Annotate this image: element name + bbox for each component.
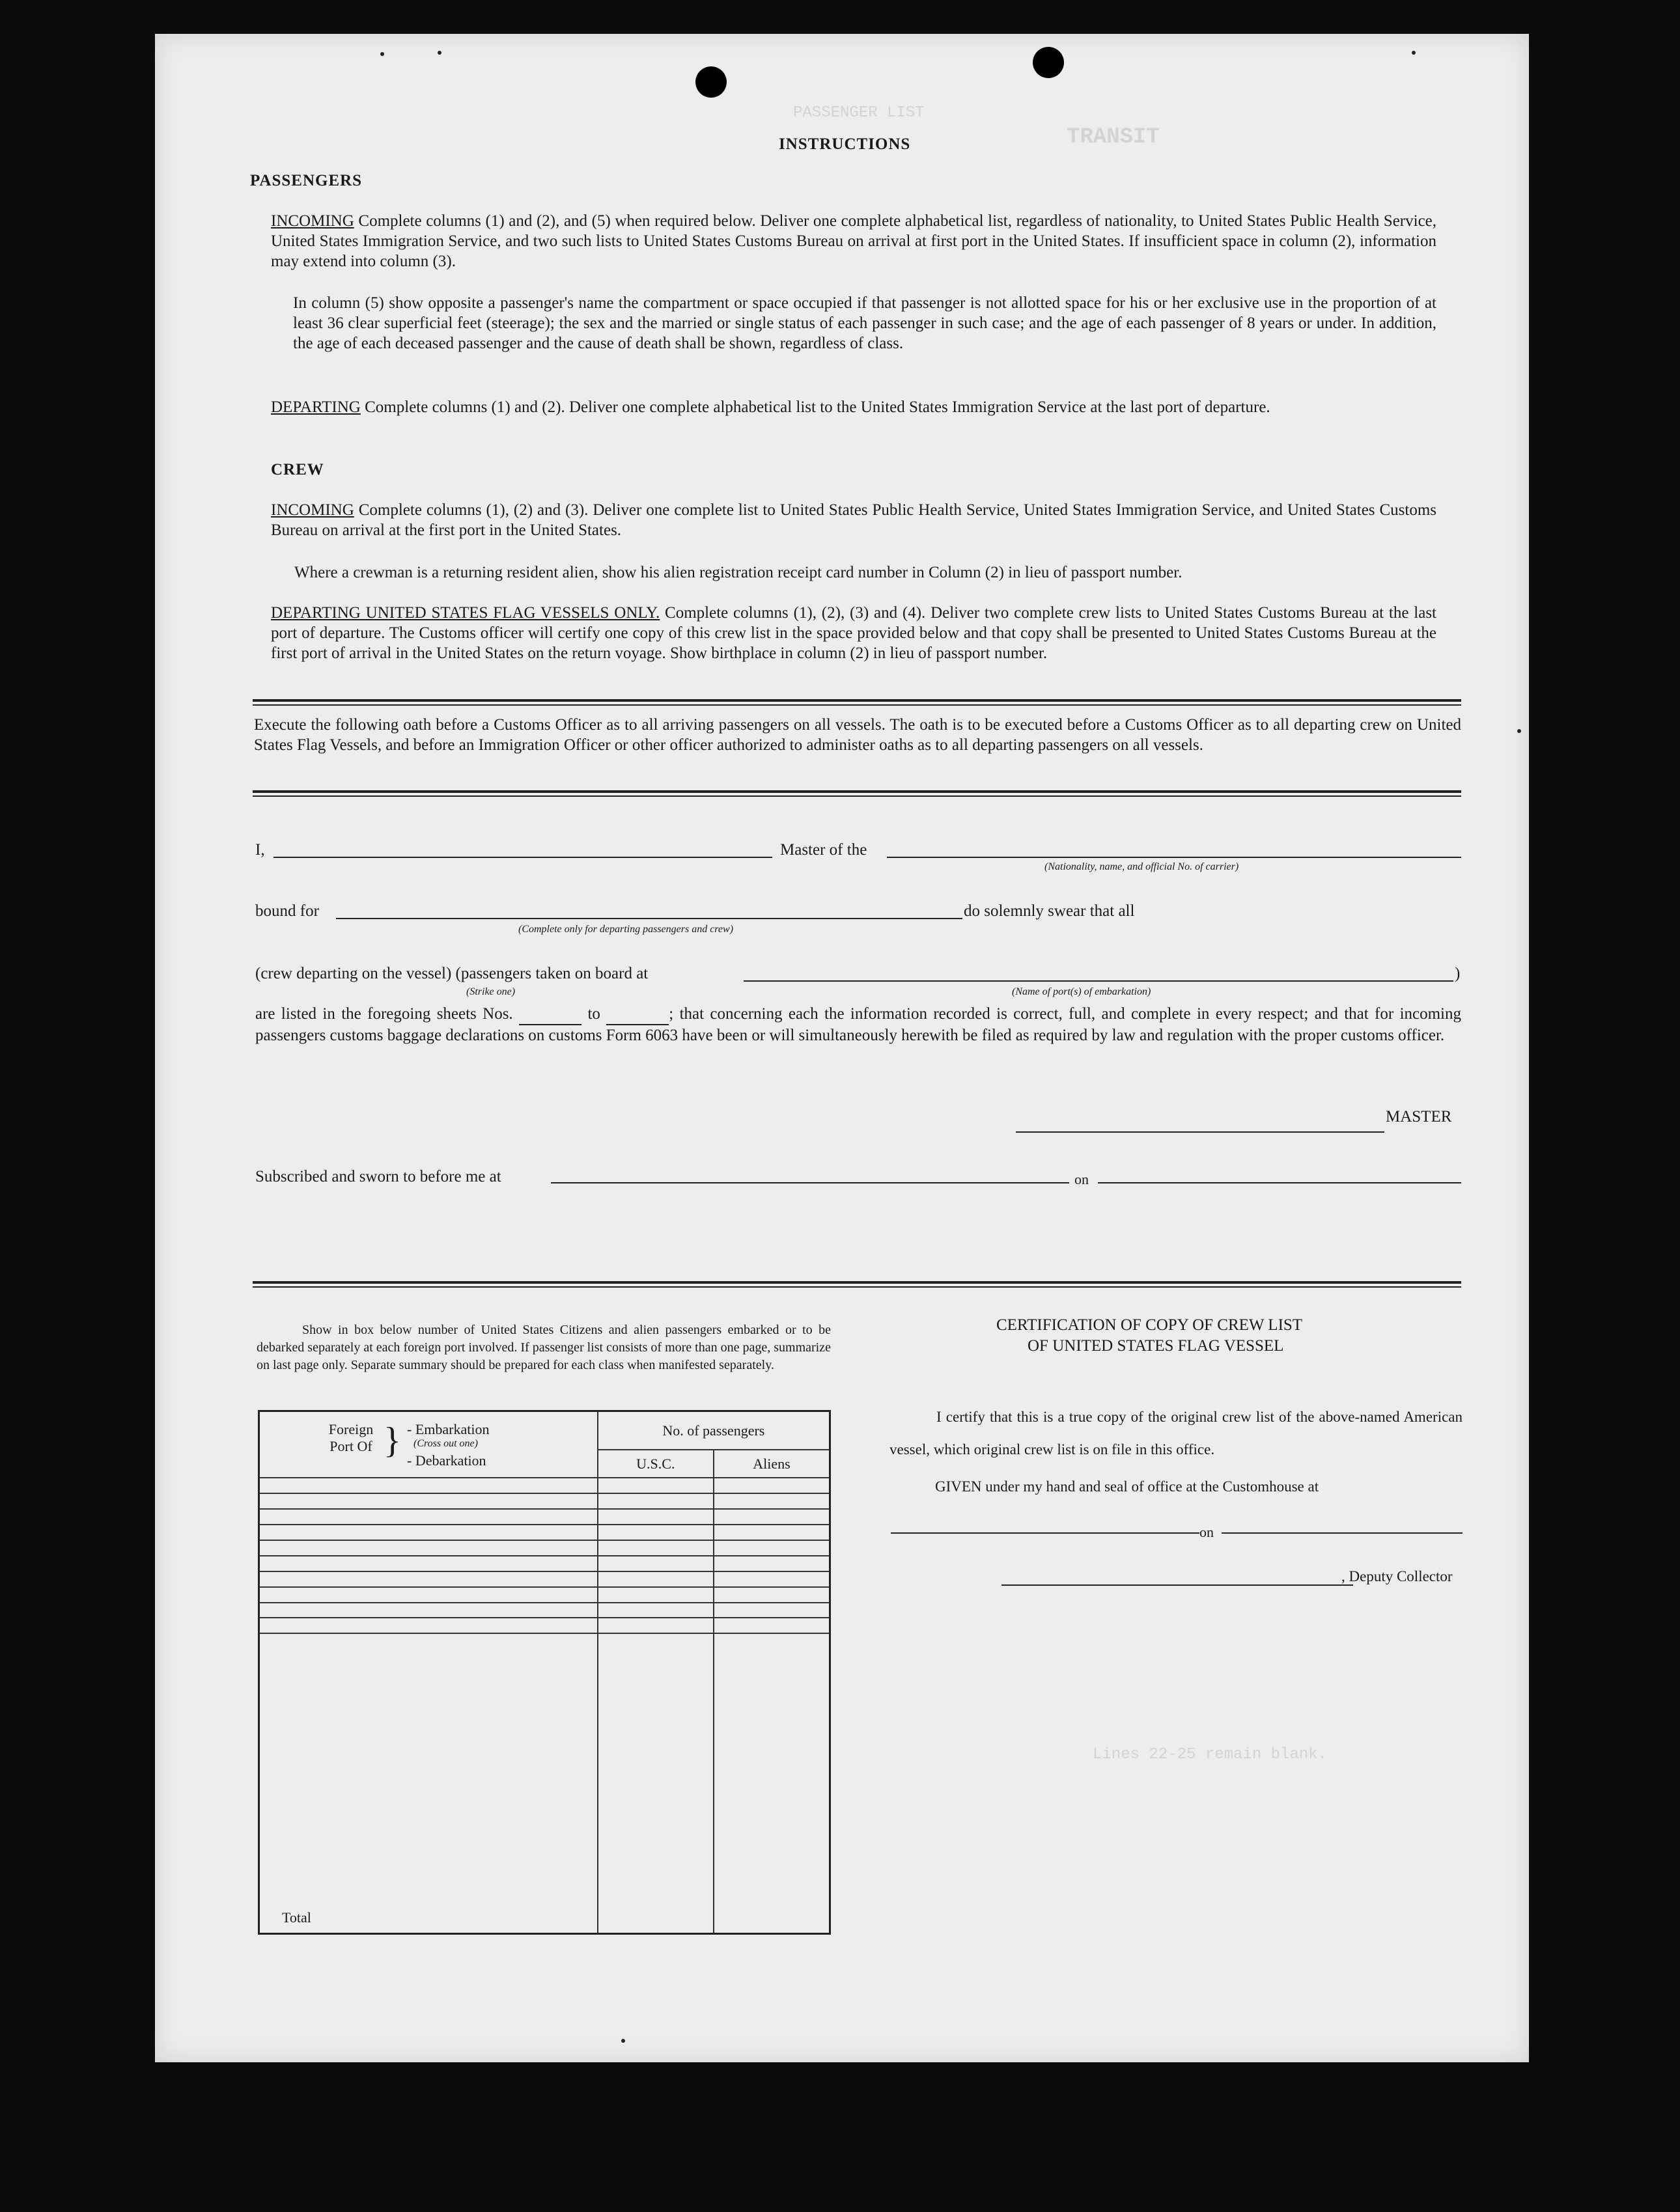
oath-intro: Execute the following oath before a Customs Officer as to all arriving passengers on all vessels. The oath is to be executed before a Customs Officer as to all departing crew on United States Flag Vessels, and before an Immigration Officer or other officer authorized to administer oaths as to all departing passengers on all vessels. xyxy=(254,716,1461,754)
deputy-collector-label: , Deputy Collector xyxy=(1341,1568,1453,1584)
table-row xyxy=(259,1556,830,1571)
table-row xyxy=(259,1587,830,1603)
embarkation-label: - Embarkation xyxy=(407,1421,490,1437)
table-row xyxy=(259,1509,830,1525)
aliens-cell[interactable] xyxy=(714,1493,830,1509)
crew-heading: CREW xyxy=(271,461,324,478)
table-row xyxy=(259,1603,830,1618)
speck xyxy=(1517,729,1521,733)
aliens-cell[interactable] xyxy=(714,1618,830,1633)
aliens-cell[interactable] xyxy=(714,1478,830,1493)
passengers-incoming-label: INCOMING xyxy=(271,212,354,230)
foreign-port-header xyxy=(259,1411,598,1478)
port-cell[interactable] xyxy=(259,1509,598,1525)
usc-cell[interactable] xyxy=(598,1556,714,1571)
table-row xyxy=(259,1540,830,1556)
ports-caption: (Name of port(s) of embarkation) xyxy=(1012,986,1151,997)
port-cell[interactable] xyxy=(259,1478,598,1493)
crew-incoming-paragraph xyxy=(271,500,1436,540)
usc-cell[interactable] xyxy=(598,1618,714,1633)
sheet-to-field[interactable] xyxy=(606,1004,669,1025)
oath-listed-rest: ; that concerning each the information recorded is correct, full, and complete in every respect; and that for incoming passengers customs baggage declarations on customs Form 6063 have been or will simultaneously herewith be filed as required by law and regulation with the proper customs officer. xyxy=(255,1005,1462,1044)
port-cell[interactable] xyxy=(259,1587,598,1603)
aliens-cell[interactable] xyxy=(714,1603,830,1618)
passengers-heading: PASSENGERS xyxy=(250,172,363,189)
crew-incoming-label: INCOMING xyxy=(271,501,354,519)
port-cell[interactable] xyxy=(259,1571,598,1587)
speck xyxy=(438,51,441,55)
passengers-column5-paragraph: In column (5) show opposite a passenger's name the compartment or space occupied if that passenger is not allotted space for his or her exclusive use in the proportion of at least 36 clear superficial feet (steerage); the sex and the married or single status of each passenger in such case; and the age of each passenger of 8 years or under. In addition, the age of each deceased passenger and the cause of death shall be shown, regardless of class. xyxy=(293,294,1436,352)
crew-departing-text: Complete columns (1), (2), (3) and (4). Deliver two complete crew lists to United States Customs Bureau at the last port of departure. The Customs officer will certify one copy of this crew list in the space provided below and that copy shall be presented to United States Customs Bureau at the first port of arrival in the United States on the return voyage. Show birthplace in column (2) in lieu of passport number. xyxy=(271,604,1436,662)
strike-one-caption: (Strike one) xyxy=(466,986,516,997)
cross-out-label: (Cross out one) xyxy=(413,1438,478,1449)
oath-to: to xyxy=(587,1005,600,1023)
usc-cell[interactable] xyxy=(598,1571,714,1587)
punch-hole-right xyxy=(1033,47,1064,78)
passengers-incoming-text: Complete columns (1) and (2), and (5) when required below. Deliver one complete alphabetical list, regardless of nationality, to United States Public Health Service, United States Immigration Service, and two such lists to United States Customs Bureau on arrival at first port in the United States. If insufficient space in column (2), information may extend into column (3). xyxy=(271,212,1437,270)
instructions-title: INSTRUCTIONS xyxy=(779,135,911,153)
cert-place-field[interactable] xyxy=(891,1532,1199,1534)
crew-resident-paragraph: Where a crewman is a returning resident alien, show his alien registration receipt card number in Column (2) in lieu of passport number. xyxy=(294,564,1183,581)
complete-only-caption: (Complete only for departing passengers and crew) xyxy=(518,924,734,935)
crew-departing-paragraph xyxy=(271,603,1436,663)
master-label: MASTER xyxy=(1386,1108,1452,1126)
usc-cell[interactable] xyxy=(598,1603,714,1618)
crew-departing-label: DEPARTING UNITED STATES FLAG VESSELS ONLY. xyxy=(271,604,660,622)
port-cell[interactable] xyxy=(259,1618,598,1633)
certification-given: GIVEN under my hand and seal of office at the Customhouse at xyxy=(935,1478,1319,1495)
passenger-summary-table xyxy=(258,1410,831,1935)
table-row xyxy=(259,1493,830,1509)
port-cell[interactable] xyxy=(259,1493,598,1509)
port-cell[interactable] xyxy=(259,1603,598,1618)
table-header-row xyxy=(259,1411,830,1450)
oath-crew-departing-text: (crew departing on the vessel) (passengers taken on board at xyxy=(255,965,649,982)
bleed-through-heading: PASSENGER LIST xyxy=(793,104,925,122)
usc-cell[interactable] xyxy=(598,1478,714,1493)
aliens-header: Aliens xyxy=(714,1450,830,1478)
usc-header: U.S.C. xyxy=(598,1450,714,1478)
master-name-field[interactable] xyxy=(273,857,772,858)
divider-rule xyxy=(253,699,1461,706)
aliens-total-cell[interactable] xyxy=(714,1633,830,1933)
divider-rule xyxy=(253,790,1461,797)
brace-glyph: } xyxy=(384,1420,401,1461)
certification-title-line1: CERTIFICATION OF COPY OF CREW LIST xyxy=(996,1316,1303,1334)
table-row xyxy=(259,1571,830,1587)
usc-total-cell[interactable] xyxy=(598,1633,714,1933)
usc-cell[interactable] xyxy=(598,1587,714,1603)
subscribed-on-label: on xyxy=(1074,1171,1089,1187)
cert-date-field[interactable] xyxy=(1222,1532,1463,1534)
oath-listed-start: are listed in the foregoing sheets Nos. xyxy=(255,1005,513,1023)
port-cell[interactable] xyxy=(259,1525,598,1540)
usc-cell[interactable] xyxy=(598,1540,714,1556)
master-signature-field[interactable] xyxy=(1016,1131,1384,1133)
subscribed-date-field[interactable] xyxy=(1098,1182,1461,1183)
no-of-passengers-header: No. of passengers xyxy=(598,1411,830,1450)
speck xyxy=(621,2039,625,2043)
nationality-caption: (Nationality, name, and official No. of carrier) xyxy=(1044,861,1239,872)
passengers-departing-label: DEPARTING xyxy=(271,398,361,416)
passengers-departing-text: Complete columns (1) and (2). Deliver one complete alphabetical list to the United States Immigration Service at the last port of departure. xyxy=(365,398,1270,416)
usc-cell[interactable] xyxy=(598,1525,714,1540)
aliens-cell[interactable] xyxy=(714,1540,830,1556)
deputy-collector-signature[interactable] xyxy=(1001,1584,1353,1586)
passengers-incoming-paragraph xyxy=(271,211,1436,271)
foreign-port-label: Foreign Port Of xyxy=(328,1421,374,1454)
oath-listed-paragraph xyxy=(255,1004,1461,1045)
table-total-row xyxy=(259,1633,830,1933)
port-cell[interactable] xyxy=(259,1556,598,1571)
oath-i-label: I, xyxy=(255,841,265,859)
debarkation-label: - Debarkation xyxy=(407,1452,486,1469)
sheet-from-field[interactable] xyxy=(519,1004,581,1025)
certification-on-label: on xyxy=(1199,1524,1214,1540)
aliens-cell[interactable] xyxy=(714,1556,830,1571)
summary-instructions: Show in box below number of United States Citizens and alien passengers embarked or to be debarked separately at each foreign port involved. If passenger list consists of more than one page, summarize on last page only. Separate summary should be prepared for each class when manifested separately. xyxy=(257,1323,831,1372)
speck xyxy=(380,52,384,56)
oath-swear-text: do solemnly swear that all xyxy=(964,902,1135,920)
speck xyxy=(1412,51,1416,55)
bleed-through-stamp: TRANSIT xyxy=(1067,125,1160,150)
port-cell[interactable] xyxy=(259,1540,598,1556)
subscribed-place-field[interactable] xyxy=(551,1182,1069,1183)
aliens-cell[interactable] xyxy=(714,1525,830,1540)
passengers-departing-paragraph xyxy=(271,397,1436,417)
crew-incoming-text: Complete columns (1), (2) and (3). Deliver one complete list to United States Public Health Service, United States Immigration Service, and United States Customs Bureau on arrival at the first port in the United States. xyxy=(271,501,1437,539)
divider-rule xyxy=(253,1281,1461,1288)
table-row xyxy=(259,1618,830,1633)
oath-master-of-label: Master of the xyxy=(780,841,867,859)
bleed-through-note: Lines 22-25 remain blank. xyxy=(1093,1746,1328,1763)
close-paren: ) xyxy=(1455,965,1461,982)
punch-hole-left xyxy=(695,66,727,98)
table-row xyxy=(259,1478,830,1493)
aliens-cell[interactable] xyxy=(714,1587,830,1603)
oath-bound-for-label: bound for xyxy=(255,902,319,920)
table-row xyxy=(259,1525,830,1540)
usc-cell[interactable] xyxy=(598,1509,714,1525)
total-label: Total xyxy=(259,1633,598,1933)
aliens-cell[interactable] xyxy=(714,1571,830,1587)
subscribed-label: Subscribed and sworn to before me at xyxy=(255,1168,501,1185)
certification-title-line2: OF UNITED STATES FLAG VESSEL xyxy=(1028,1337,1284,1355)
certification-text: I certify that this is a true copy of the original crew list of the above-named American vessel, which original crew list is on file in this office. xyxy=(889,1409,1463,1458)
usc-cell[interactable] xyxy=(598,1493,714,1509)
aliens-cell[interactable] xyxy=(714,1509,830,1525)
